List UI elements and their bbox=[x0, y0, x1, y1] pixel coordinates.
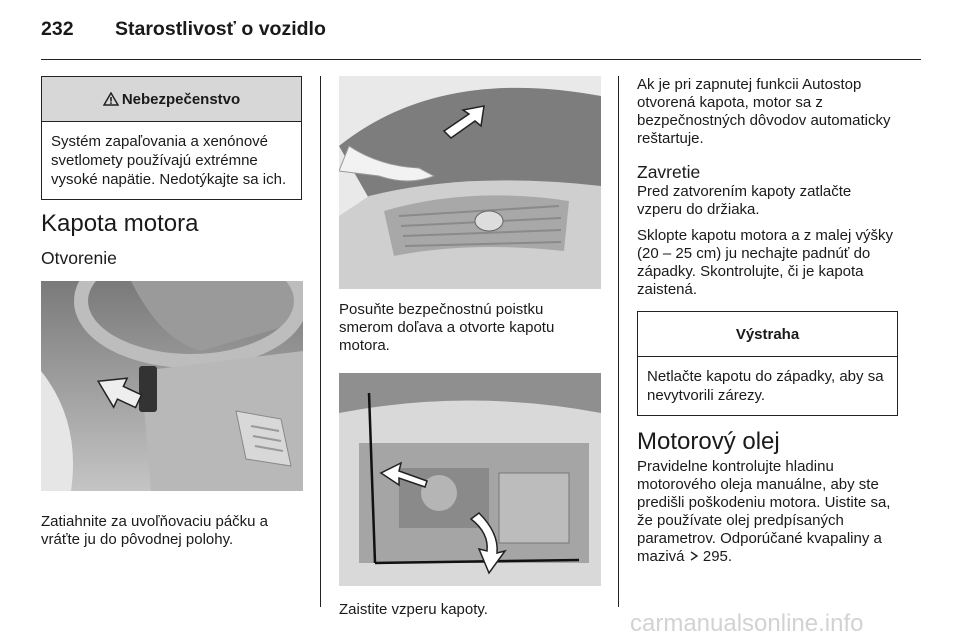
release-lever-illustration bbox=[41, 281, 303, 491]
page-reference-link[interactable]: 295. bbox=[702, 548, 733, 565]
closing-paragraph-2: Sklopte kapotu motora a z malej výšky (20 – 25 cm) ju nechajte padnúť do západky. Skontrolujte, či je kapota zaistená. bbox=[637, 227, 893, 298]
section-title-engine-oil: Motorový olej bbox=[637, 428, 780, 455]
danger-title: Nebezpečenstvo bbox=[121, 90, 241, 108]
header-rule bbox=[41, 59, 921, 60]
subsection-title-closing: Zavretie bbox=[637, 162, 701, 182]
warning-triangle-icon bbox=[103, 92, 119, 106]
engine-oil-paragraph bbox=[637, 458, 899, 566]
page-header bbox=[41, 18, 326, 41]
caption-release-lever: Zatiahnite za uvoľňovaciu páčku a vráťte ju do pôvodnej polohy. bbox=[41, 513, 269, 548]
autostop-paragraph: Ak je pri zapnutej funkcii Autostop otvorená kapota, motor sa z bezpečnostných dôvodov automaticky reštartuje. bbox=[637, 76, 891, 147]
hood-opening-illustration bbox=[339, 76, 601, 289]
caption-safety-catch: Posuňte bezpečnostnú poistku smerom doľava a otvorte kapotu motora. bbox=[339, 301, 555, 354]
column-left bbox=[41, 76, 303, 549]
section-title-hood: Kapota motora bbox=[41, 210, 199, 237]
page-title: Starostlivosť o vozidlo bbox=[115, 18, 326, 40]
column-right bbox=[637, 76, 899, 566]
warning-box-header bbox=[638, 312, 897, 357]
danger-box bbox=[41, 76, 302, 200]
hood-stay-illustration bbox=[339, 373, 601, 586]
warning-box bbox=[637, 311, 898, 416]
warning-title: Výstraha bbox=[735, 325, 800, 343]
danger-text: Systém zapaľovania a xenónové svetlomety používajú extrémne vysoké napätie. Nedotýkajte sa ich. bbox=[51, 133, 287, 188]
watermark: carmanualsonline.info bbox=[630, 610, 864, 637]
warning-text: Netlačte kapotu do západky, aby sa nevytvorili zárezy. bbox=[647, 368, 884, 404]
subsection-title-opening: Otvorenie bbox=[41, 248, 117, 268]
page-number: 232 bbox=[41, 18, 74, 40]
closing-paragraph-1: Pred zatvorením kapoty zatlačte vzperu do držiaka. bbox=[637, 183, 852, 218]
page-reference-icon bbox=[689, 551, 699, 561]
column-divider-1 bbox=[320, 76, 321, 607]
caption-hood-stay: Zaistite vzperu kapoty. bbox=[339, 601, 488, 618]
danger-box-header bbox=[42, 77, 301, 122]
column-middle bbox=[339, 76, 601, 619]
column-divider-2 bbox=[618, 76, 619, 607]
engine-oil-text: Pravidelne kontrolujte hladinu motorového oleja manuálne, aby ste predišli poškodeniu motora. Uistite sa, že používate olej predpísaných parametrov. Odporúčané kvapaliny a mazivá bbox=[637, 458, 891, 565]
